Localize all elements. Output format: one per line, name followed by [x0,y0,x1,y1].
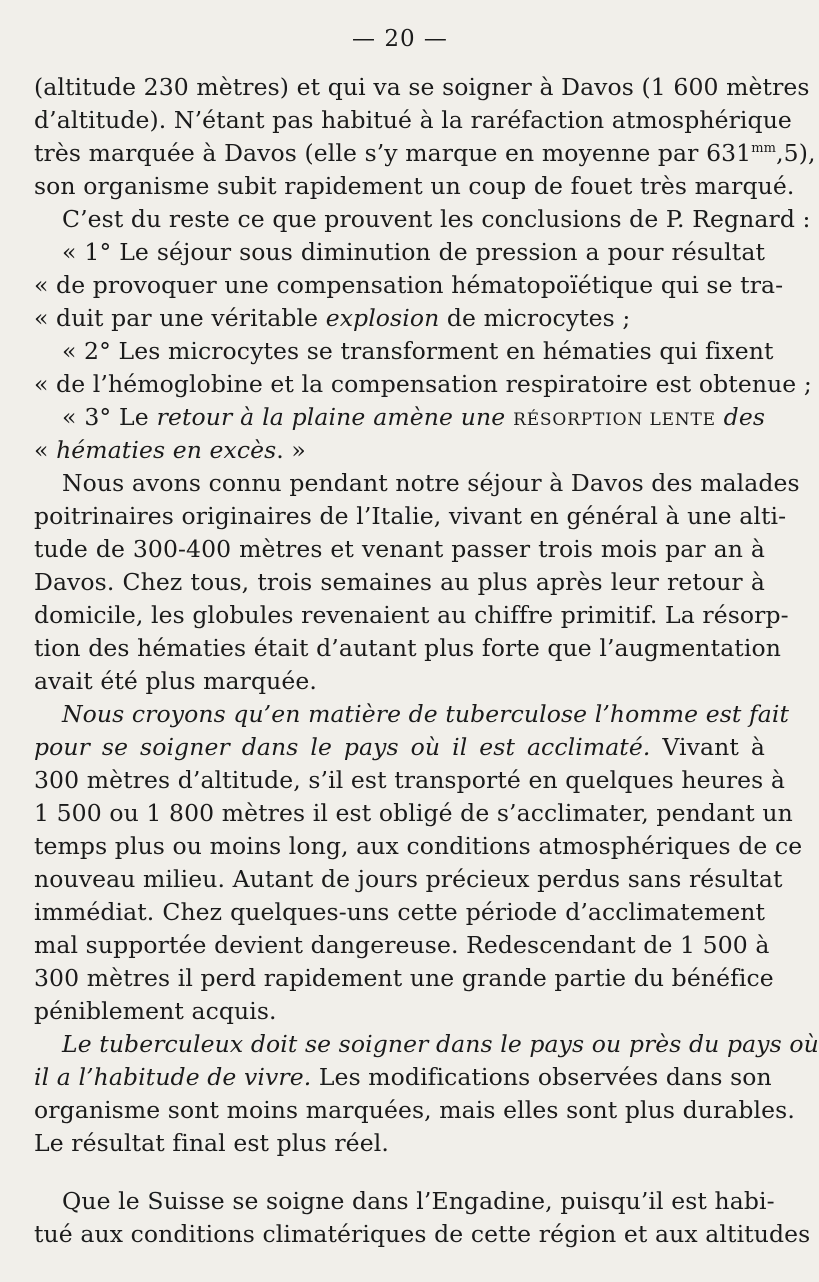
text-line: immédiat. Chez quelques-uns cette période d’acclimatement [34,898,765,926]
text-line: Que le Suisse se soigne dans l’Engadine, puisqu’il est habi- [62,1187,775,1215]
text-line: avait été plus marquée. [34,667,317,695]
text-line: « 2° Les microcytes se transforment en hématies qui fixent [62,337,774,365]
text-line: Le résultat final est plus réel. [34,1129,389,1157]
text-line: « 1° Le séjour sous diminution de pression a pour résultat [62,238,765,266]
text-line: très marquée à Davos (elle s’y marque en moyenne par $631^{mm},5$), [34,139,816,167]
text-line: « de l’hémoglobine et la compensation respiratoire est obtenue ; [34,370,812,398]
text-line: d’altitude). N’étant pas habitué à la raréfaction atmosphérique [34,106,792,134]
text-line: domicile, les globules revenaient au chiffre primitif. La résorp- [34,601,789,629]
text-line: temps plus ou moins long, aux conditions atmosphériques de ce [34,832,803,860]
text-line: il a l’habitude de vivre. Les modifications observées dans son [34,1063,772,1091]
text-line: « hématies en excès. » [34,436,306,464]
page-number: — 20 — [352,26,448,52]
text-line: nouveau milieu. Autant de jours précieux perdus sans résultat [34,865,783,893]
text-line: organisme sont moins marquées, mais elles sont plus durables. [34,1096,795,1124]
text-line: Le tuberculeux doit se soigner dans le pays ou près du pays où [62,1030,819,1058]
text-line: pour se soigner dans le pays où il est acclimaté. Vivant à [34,733,765,761]
text-line: « de provoquer une compensation hématopoïétique qui se tra- [34,271,784,299]
text-line: tion des hématies était d’autant plus forte que l’augmentation [34,634,781,662]
text-line: 1 500 ou 1 800 mètres il est obligé de s’acclimater, pendant un [34,799,793,827]
text-line: Nous avons connu pendant notre séjour à Davos des malades [62,469,800,497]
text-line: Nous croyons qu’en matière de tuberculose l’homme est fait [62,700,790,728]
text-line: 300 mètres il perd rapidement une grande partie du bénéfice [34,964,774,992]
text-line: tué aux conditions climatériques de cette région et aux altitudes [34,1220,811,1248]
text-line: mal supportée devient dangereuse. Redescendant de 1 500 à [34,931,770,959]
text-line: C’est du reste ce que prouvent les conclusions de P. Regnard : [62,205,811,233]
text-line: (altitude 230 mètres) et qui va se soigner à Davos (1 600 mètres [34,73,810,101]
text-line: son organisme subit rapidement un coup de fouet très marqué. [34,172,795,200]
text-line: Davos. Chez tous, trois semaines au plus après leur retour à [34,568,765,596]
text-line: poitrinaires originaires de l’Italie, vivant en général à une alti- [34,502,787,530]
text-line: « 3° Le retour à la plaine amène une RÉSORPTION LENTE des [62,403,765,431]
text-line: 300 mètres d’altitude, s’il est transporté en quelques heures à [34,766,786,794]
text-line: péniblement acquis. [34,997,277,1025]
text-line: « duit par une véritable explosion de microcytes ; [34,304,631,332]
text-line: tude de 300-400 mètres et venant passer trois mois par an à [34,535,765,563]
